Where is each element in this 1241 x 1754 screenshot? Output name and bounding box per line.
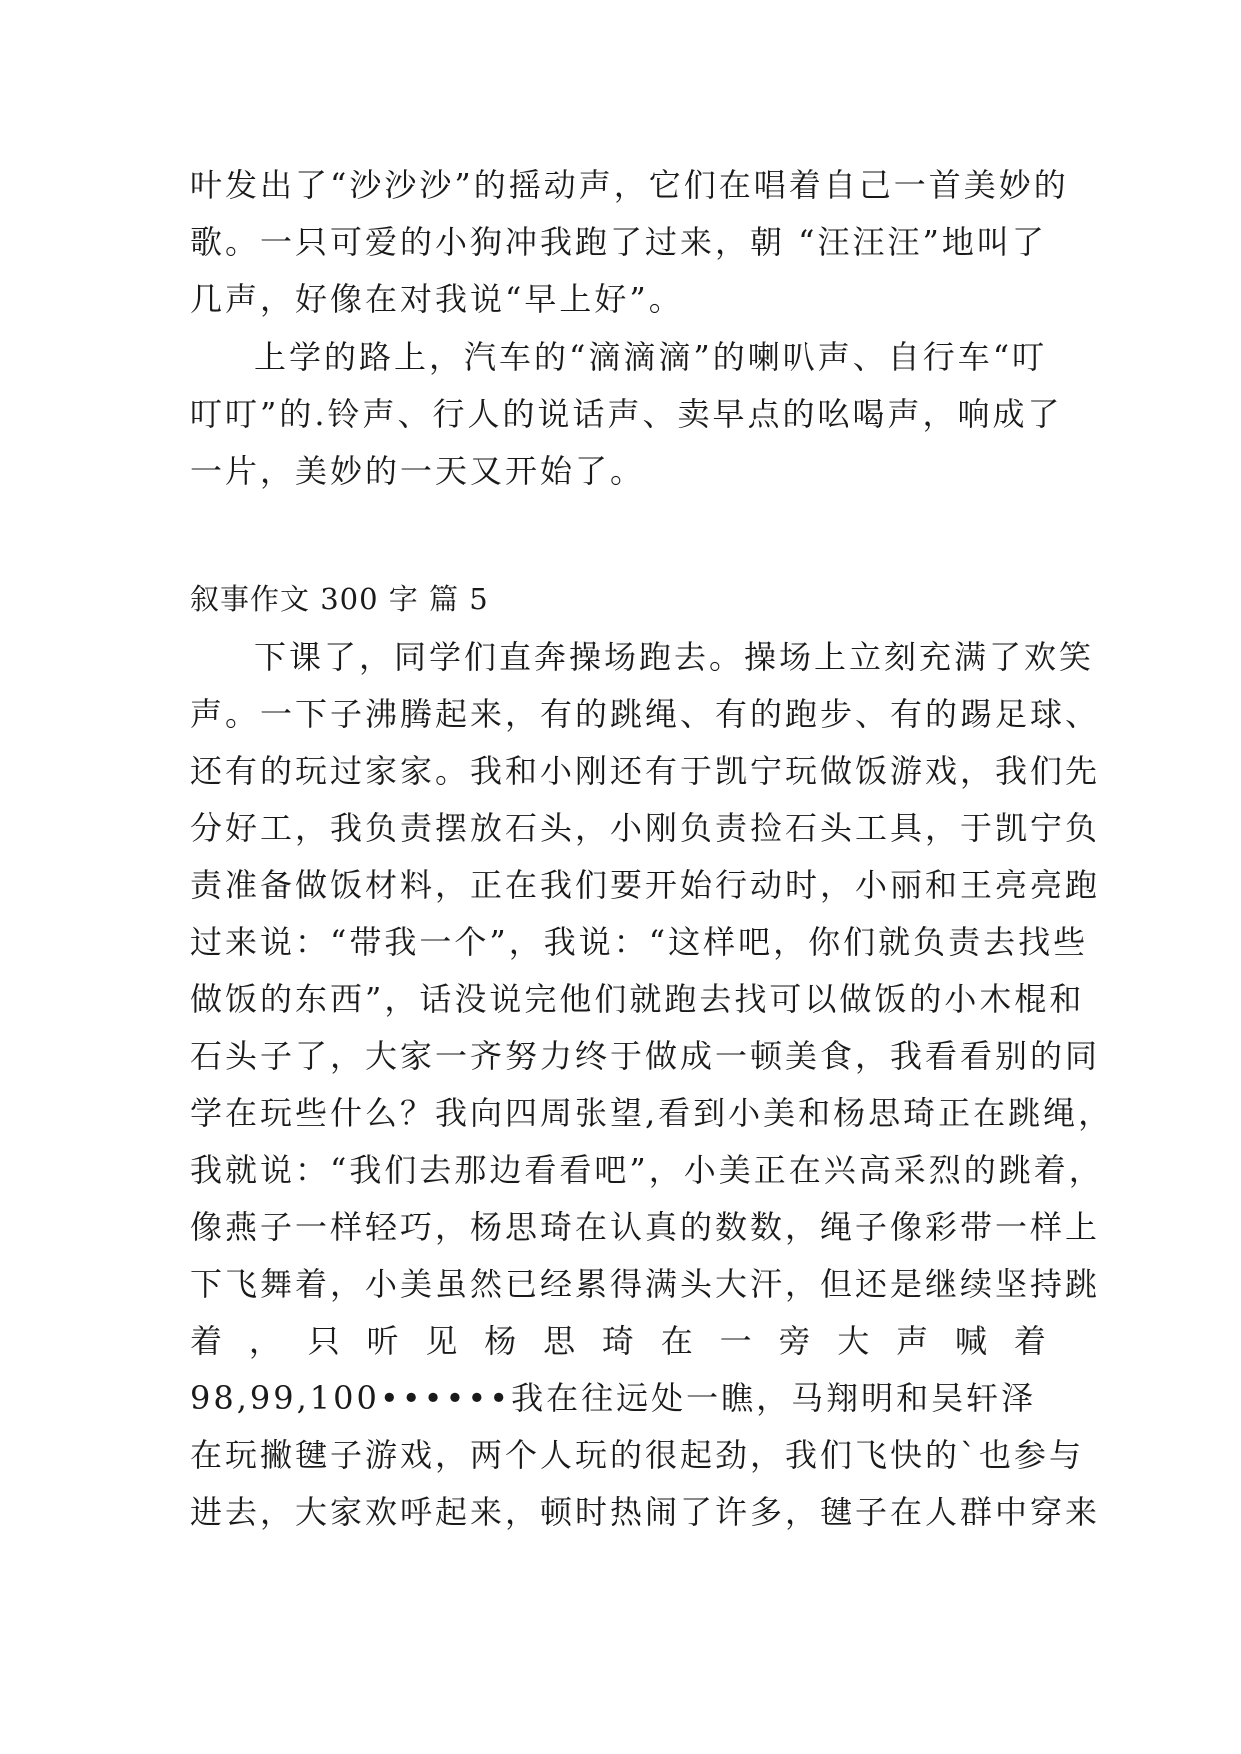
spread-char: ， bbox=[248, 1322, 281, 1360]
paragraph-line: 上学的路上，汽车的“滴滴滴”的喇叭声、自行车“叮 bbox=[254, 338, 1048, 376]
paragraph-line: 分好工，我负责摆放石头，小刚负责捡石头工具，于凯宁负 bbox=[190, 809, 1101, 847]
paragraph-line: 责准备做饭材料，正在我们要开始行动时，小丽和王亮亮跑 bbox=[190, 866, 1101, 904]
paragraph-line: 叶发出了“沙沙沙”的摇动声，它们在唱着自己一首美妙的 bbox=[190, 166, 1069, 204]
paragraph-line: 在玩撇毽子游戏，两个人玩的很起劲，我们飞快的`也参与 bbox=[190, 1436, 1085, 1474]
paragraph-line: 我就说：“我们去那边看看吧”，小美正在兴高采烈的跳着， bbox=[190, 1151, 1104, 1189]
paragraph-line: 下飞舞着，小美虽然已经累得满头大汗，但还是继续坚持跳 bbox=[190, 1265, 1101, 1303]
justified-line bbox=[190, 1313, 1046, 1369]
spread-char: 见 bbox=[425, 1322, 458, 1360]
paragraph-line: 一片，美妙的一天又开始了。 bbox=[190, 452, 646, 490]
spread-char: 杨 bbox=[484, 1322, 517, 1360]
paragraph-line: 还有的玩过家家。我和小刚还有于凯宁玩做饭游戏，我们先 bbox=[190, 752, 1101, 790]
paragraph-line: 声。一下子沸腾起来，有的跳绳、有的跑步、有的踢足球、 bbox=[190, 695, 1101, 733]
paragraph-line: 进去，大家欢呼起来，顿时热闹了许多，毽子在人群中穿来 bbox=[190, 1493, 1101, 1531]
paragraph-line: 石头子了，大家一齐努力终于做成一顿美食，我看看别的同 bbox=[190, 1037, 1101, 1075]
paragraph-line: 像燕子一样轻巧，杨思琦在认真的数数，绳子像彩带一样上 bbox=[190, 1208, 1101, 1246]
spread-char: 旁 bbox=[778, 1322, 811, 1360]
section-heading: 叙事作文 300 字 篇 5 bbox=[190, 582, 489, 616]
paragraph-line: 98,99,100••••••我在往远处一瞧，马翔明和吴轩泽 bbox=[190, 1379, 1037, 1417]
paragraph-line: 学在玩些什么？我向四周张望,看到小美和杨思琦正在跳绳， bbox=[190, 1094, 1114, 1132]
spread-char: 思 bbox=[543, 1322, 576, 1360]
spread-char: 在 bbox=[660, 1322, 693, 1360]
paragraph-line: 歌。一只可爱的小狗冲我跑了过来，朝 “汪汪汪”地叫了 bbox=[190, 223, 1047, 261]
spread-char: 着 bbox=[1013, 1322, 1046, 1360]
spread-char: 着 bbox=[190, 1322, 223, 1360]
spread-char: 大 bbox=[837, 1322, 870, 1360]
spread-char: 只 bbox=[307, 1322, 340, 1360]
paragraph-line: 下课了，同学们直奔操场跑去。操场上立刻充满了欢笑 bbox=[254, 638, 1095, 676]
paragraph-line: 几声，好像在对我说“早上好”。 bbox=[190, 280, 684, 318]
spread-char: 一 bbox=[719, 1322, 752, 1360]
spread-char: 琦 bbox=[601, 1322, 634, 1360]
spread-char: 听 bbox=[366, 1322, 399, 1360]
spread-char: 声 bbox=[896, 1322, 929, 1360]
spread-char: 喊 bbox=[954, 1322, 987, 1360]
paragraph-line: 过来说：“带我一个”，我说：“这样吧，你们就负责去找些 bbox=[190, 923, 1089, 961]
paragraph-line: 叮叮”的.铃声、行人的说话声、卖早点的吆喝声，响成了 bbox=[190, 395, 1063, 433]
paragraph-line: 做饭的东西”，话没说完他们就跑去找可以做饭的小木棍和 bbox=[190, 980, 1085, 1018]
